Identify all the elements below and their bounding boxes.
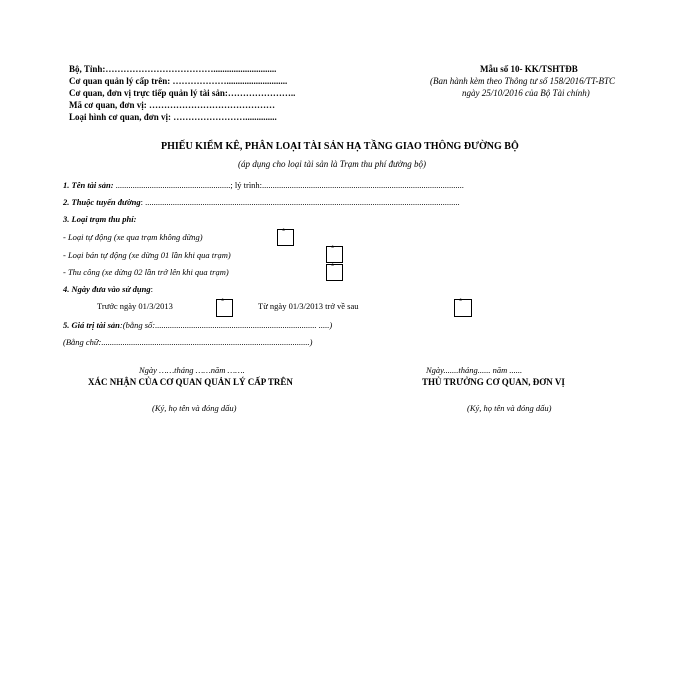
field-ma-co-quan: Mã cơ quan, đơn vị: ……………………………………	[69, 100, 275, 110]
field-co-quan-truc-tiep: Cơ quan, đơn vị trực tiếp quản lý tài sản:…………………..	[69, 88, 296, 98]
checkbox-tu-dong[interactable]	[277, 229, 294, 246]
form-number: Mẫu số 10- KK/TSHTĐB	[480, 64, 578, 74]
left-signature-note: (Ký, họ tên và đóng dấu)	[152, 403, 237, 413]
ngay-dua-colon: :	[150, 284, 154, 294]
right-signature-title: THỦ TRƯỞNG CƠ QUAN, ĐƠN VỊ	[422, 377, 565, 387]
section-thuoc-tuyen	[63, 197, 460, 207]
option-tu-ngay-label: Từ ngày 01/3/2013 trở về sau	[258, 301, 359, 311]
checkbox-thu-cong[interactable]	[326, 264, 343, 281]
field-bo-tinh: Bộ, Tỉnh:………………………………............................	[69, 64, 277, 74]
thuoc-tuyen-dots: : ....................................................................................................................................................	[140, 197, 460, 207]
section-ngay-dua	[63, 284, 153, 294]
left-signature-title: XÁC NHẬN CỦA CƠ QUAN QUẢN LÝ CẤP TRÊN	[88, 377, 293, 387]
loai-tram-label: 3. Loại trạm thu phí:	[63, 214, 137, 224]
section-gia-tri	[63, 320, 332, 330]
issuance-date: ngày 25/10/2016 của Bộ Tài chính)	[462, 88, 590, 98]
bang-chu-field: (Bằng chữ:..................................................................................................)	[63, 337, 313, 347]
field-co-quan-cap-tren: Cơ quan quản lý cấp trên: ………………...........................	[69, 76, 288, 86]
ten-tai-san-dots: ......................................................; lý trình:...............................................................................................	[113, 180, 464, 190]
option-ban-tu-dong-label: - Loại bán tự động (xe dừng 01 lần khi qua trạm)	[63, 250, 231, 260]
checkbox-tu-ngay[interactable]	[454, 299, 472, 317]
thuoc-tuyen-label: 2. Thuộc tuyến đường	[63, 197, 141, 207]
ten-tai-san-label: 1. Tên tài sản:	[63, 180, 114, 190]
page-title: PHIẾU KIỂM KÊ, PHÂN LOẠI TÀI SẢN HẠ TẦNG GIAO THÔNG ĐƯỜNG BỘ	[161, 141, 519, 152]
left-signature-date: Ngày ……tháng ……năm …….	[139, 365, 245, 375]
field-loai-hinh: Loại hình cơ quan, đơn vị: ……………………..............	[69, 112, 277, 122]
option-truoc-ngay-label: Trước ngày 01/3/2013	[97, 301, 173, 311]
gia-tri-label: 5. Giá trị tài sản	[63, 320, 120, 330]
checkbox-ban-tu-dong[interactable]	[326, 246, 343, 263]
page-subtitle: (áp dụng cho loại tài sản là Trạm thu phí đường bộ)	[238, 159, 426, 169]
option-thu-cong-label: - Thu công (xe dừng 02 lần trở lên khi qua trạm)	[63, 267, 229, 277]
ngay-dua-label: 4. Ngày đưa vào sử dụng	[63, 284, 151, 294]
issuance-note: (Ban hành kèm theo Thông tư số 158/2016/TT-BTC	[430, 76, 615, 86]
section-ten-tai-san	[63, 180, 464, 190]
right-signature-date: Ngày.......tháng...... năm ......	[426, 365, 523, 375]
gia-tri-dots: :(bằng số:............................................................................ .....)	[119, 320, 333, 330]
option-tu-dong-label: - Loại tự động (xe qua trạm không dừng)	[63, 232, 203, 242]
right-signature-note: (Ký, họ tên và đóng dấu)	[467, 403, 552, 413]
checkbox-truoc-ngay[interactable]	[216, 299, 233, 317]
